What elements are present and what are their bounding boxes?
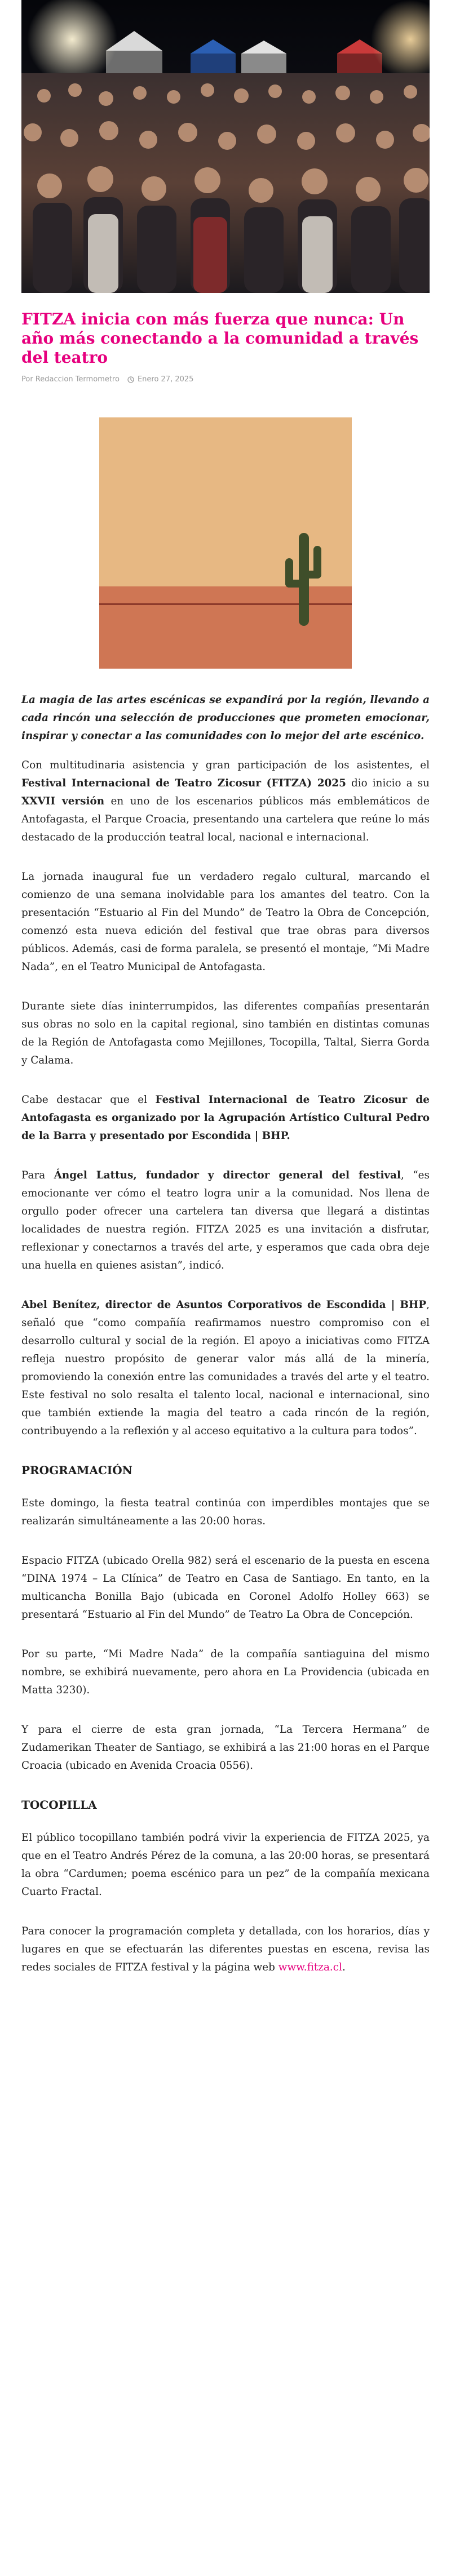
paragraph-6: Abel Benítez, director de Asuntos Corporativos de Escondida | BHP, señaló que “como compañía reafirmamos nuestro compromiso con el desarrollo cultural y social de la región. El apoyo a iniciativas como FITZA refleja nuestro propósito de generar valor más allá de la minería, promoviendo la conexión entre las comunidades a través del arte y el teatro. Este festival no solo resalta el talento local, nacional e internacional, sino que también extiende la magia del teatro a cada rincón de la región, contribuyendo a la reflexión y al acceso equitativo a la cultura para todos”.	[21, 1299, 430, 1437]
paragraph-11: El público tocopillano también podrá vivir la experiencia de FITZA 2025, ya que en el Teatro Andrés Pérez de la comuna, a las 20:00 horas, se presentará la obra “Cardumen; poema escénico para un pez” de la compañía mexicana Cuarto Fractal.	[21, 1832, 430, 1898]
article-date-wrap	[127, 375, 194, 384]
paragraph-9: Por su parte, “Mi Madre Nada” de la compañía santiaguina del mismo nombre, se exhibirá nuevamente, pero ahora en La Providencia (ubicada en Matta 3230).	[21, 1648, 430, 1696]
paragraph-12: Para conocer la programación completa y detallada, con los horarios, días y lugares en que se efectuarán las diferentes puestas en escena, revisa las redes sociales de FITZA festival y la página web www.fitza.cl.	[21, 1925, 430, 1973]
section-heading-programacion: PROGRAMACIÓN	[21, 1463, 132, 1477]
paragraph-4: Cabe destacar que el Festival Internacional de Teatro Zicosur de Antofagasta es organizado por la Agrupación Artístico Cultural Pedro de la Barra y presentado por Escondida | BHP.	[21, 1094, 430, 1142]
article-date: Enero 27, 2025	[137, 375, 194, 384]
paragraph-1: Con multitudinaria asistencia y gran participación de los asistentes, el Festival Internacional de Teatro Zicosur (FITZA) 2025 dio inicio a su XXVII versión en uno de los escenarios públicos más emblemáticos de Antofagasta, el Parque Croacia, presentando una cartelera que reúne lo más destacado de la producción teatral local, nacional e internacional.	[21, 759, 430, 843]
paragraph-8: Espacio FITZA (ubicado Orella 982) será el escenario de la puesta en escena “DINA 1974 – La Clínica” de Teatro en Casa de Santiago. En tanto, en la multicancha Bonilla Bajo (ubicada en Coronel Adolfo Holley 663) se presentará “Estuario al Fin del Mundo” de Teatro La Obra de Concepción.	[21, 1555, 430, 1621]
paragraph-5: Para Ángel Lattus, fundador y director general del festival, “es emocionante ver cómo el teatro logra unir a la comunidad. Nos llena de orgullo poder ofrecer una cartelera tan diversa que llegará a distintas localidades de nuestra región. FITZA 2025 es una invitación a disfrutar, reflexionar y conectarnos a través del arte, y esperamos que cada obra deje una huella en quienes asistan”, indicó.	[21, 1169, 430, 1271]
article-meta	[21, 375, 430, 384]
paragraph-2: La jornada inaugural fue un verdadero regalo cultural, marcando el comienzo de una semana inolvidable para los amantes del teatro. Con la presentación “Estuario al Fin del Mundo” de Teatro la Obra de Concepción, comenzó esta nueva edición del festival que trae obras para diversos públicos. Además, casi de forma paralela, se presentó el montaje, “Mi Madre Nada”, en el Teatro Municipal de Antofagasta.	[21, 871, 430, 973]
article-title: FITZA inicia con más fuerza que nunca: Un año más conectando a la comunidad a través del teatro	[21, 310, 419, 367]
article-body	[21, 691, 430, 1977]
poster-wrap	[21, 417, 430, 669]
poster-horizon-line	[99, 603, 352, 605]
paragraph-7: Este domingo, la fiesta teatral continúa con imperdibles montajes que se realizarán simultáneamente a las 20:00 horas.	[21, 1497, 430, 1527]
section-heading-tocopilla: TOCOPILLA	[21, 1798, 97, 1812]
paragraph-10: Y para el cierre de esta gran jornada, “La Tercera Hermana” de Zudamerikan Theater de Santiago, se exhibirá a las 21:00 horas en el Parque Croacia (ubicado en Avenida Croacia 0556).	[21, 1724, 430, 1772]
poster-image	[99, 417, 352, 669]
article-author[interactable]: Por Redaccion Termometro	[21, 375, 120, 384]
paragraph-3: Durante siete días ininterrumpidos, las diferentes compañías presentarán sus obras no solo en la capital regional, sino también en distintas comunas de la Región de Antofagasta como Mejillones, Tocopilla, Taltal, Sierra Gorda y Calama.	[21, 1000, 430, 1066]
clock-icon	[127, 376, 134, 383]
hero-image	[21, 0, 430, 293]
poster-ground	[99, 586, 352, 669]
fitza-website-link[interactable]: www.fitza.cl	[278, 1961, 342, 1973]
article-lead: La magia de las artes escénicas se expandirá por la región, llevando a cada rincón una selección de producciones que prometen emocionar, inspirar y conectar a las comunidades con lo mejor del arte escénico.	[21, 694, 430, 742]
